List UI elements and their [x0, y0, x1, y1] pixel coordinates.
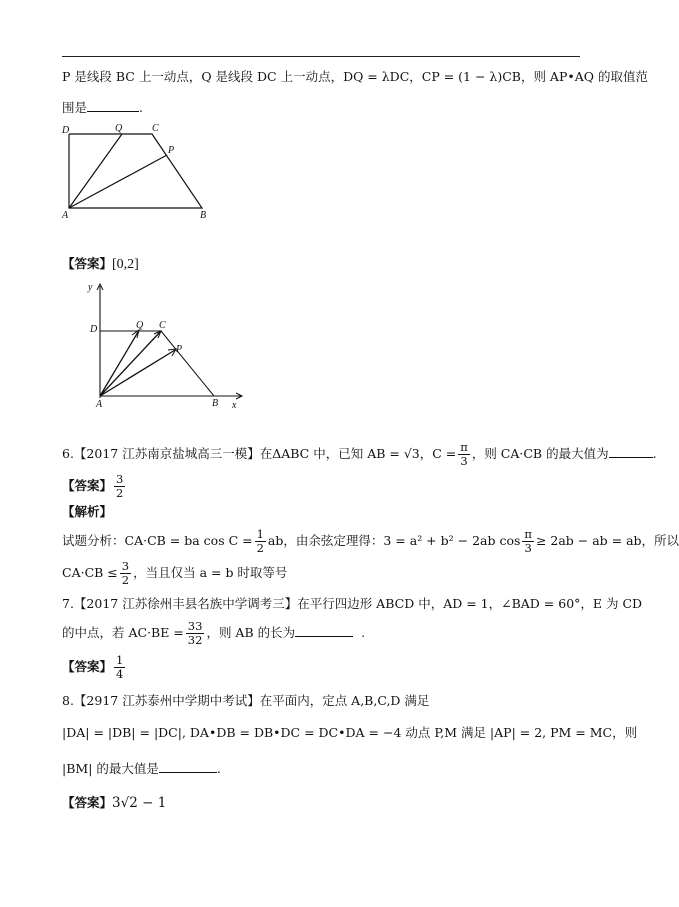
answer-blank — [295, 624, 353, 637]
q8-line1: 8.【2917 江苏泰州中学期中考试】在平面内，定点 A,B,C,D 满足 — [62, 693, 430, 708]
q6-answer: 【答案】 $\frac{3}{2}$ — [62, 472, 124, 500]
p5-answer: 【答案】[0,2] — [62, 256, 139, 272]
label-C: C — [152, 123, 159, 134]
q7-line1: 7.【2017 江苏徐州丰县名族中学调考三】在平行四边形 ABCD 中，AD = 1，∠BAD = 60°，E 为 CD — [62, 596, 643, 611]
answer-blank — [609, 445, 653, 458]
q6-analysis: 试题分析：CA·CB = ba cos C = $\frac{1}{2}$ ab，由余弦定理得：3 = a² + b² − 2ab cos $\frac{\pi}{3}$ ≥ 2ab − ab = ab，所以 — [62, 527, 679, 555]
axis-label-y: y — [88, 282, 93, 293]
p5-line1: P 是线段 BC 上一动点，Q 是线段 DC 上一动点，DQ = λDC，CP = (1 − λ)CB，则 AP•AQ 的取值范 — [62, 69, 648, 84]
q6-line: 6.【2017 江苏南京盐城高三一模】在ΔABC 中，已知 AB = √3，C = $\frac{\pi}{3}$ ，则 CA·CB 的最大值为 . — [62, 440, 657, 468]
trapezoid-figure — [60, 122, 220, 221]
graph-label-D: D — [90, 324, 98, 335]
graph-label-Q: Q — [136, 320, 144, 331]
graph-label-P: P — [176, 344, 183, 355]
q8-line2: |DA| = |DB| = |DC|, DA•DB = DB•DC = DC•DA = −4 动点 P,M 满足 |AP| = 2, PM = MC，则 — [62, 725, 638, 740]
label-Q: Q — [115, 123, 123, 134]
q7-line2: 的中点，若 AC·BE = $\frac{33}{32}$ ，则 AB 的长为 . — [62, 619, 366, 647]
header-rule — [62, 56, 580, 57]
q7-answer: 【答案】 $\frac{1}{4}$ — [62, 653, 124, 681]
q6-analysis-label: 【解析】 — [62, 504, 113, 519]
axis-label-x: x — [232, 400, 237, 411]
p5-line2: 围是 . — [62, 100, 143, 115]
label-P: P — [168, 145, 175, 156]
graph-label-B: B — [212, 398, 219, 409]
label-B: B — [200, 210, 207, 221]
q6-conclusion: CA·CB ≤ $\frac{3}{2}$ ，当且仅当 a = b 时取等号 — [62, 559, 288, 587]
coordinate-graph — [82, 280, 252, 410]
label-A: A — [62, 210, 69, 221]
q8-answer: 【答案】3√2 − 1 — [62, 795, 167, 811]
answer-blank — [87, 99, 139, 112]
answer-blank — [159, 760, 217, 773]
graph-label-C: C — [159, 320, 166, 331]
q8-line3: |BM| 的最大值是 . — [62, 761, 221, 776]
graph-label-A: A — [96, 399, 103, 410]
label-D: D — [62, 125, 70, 136]
